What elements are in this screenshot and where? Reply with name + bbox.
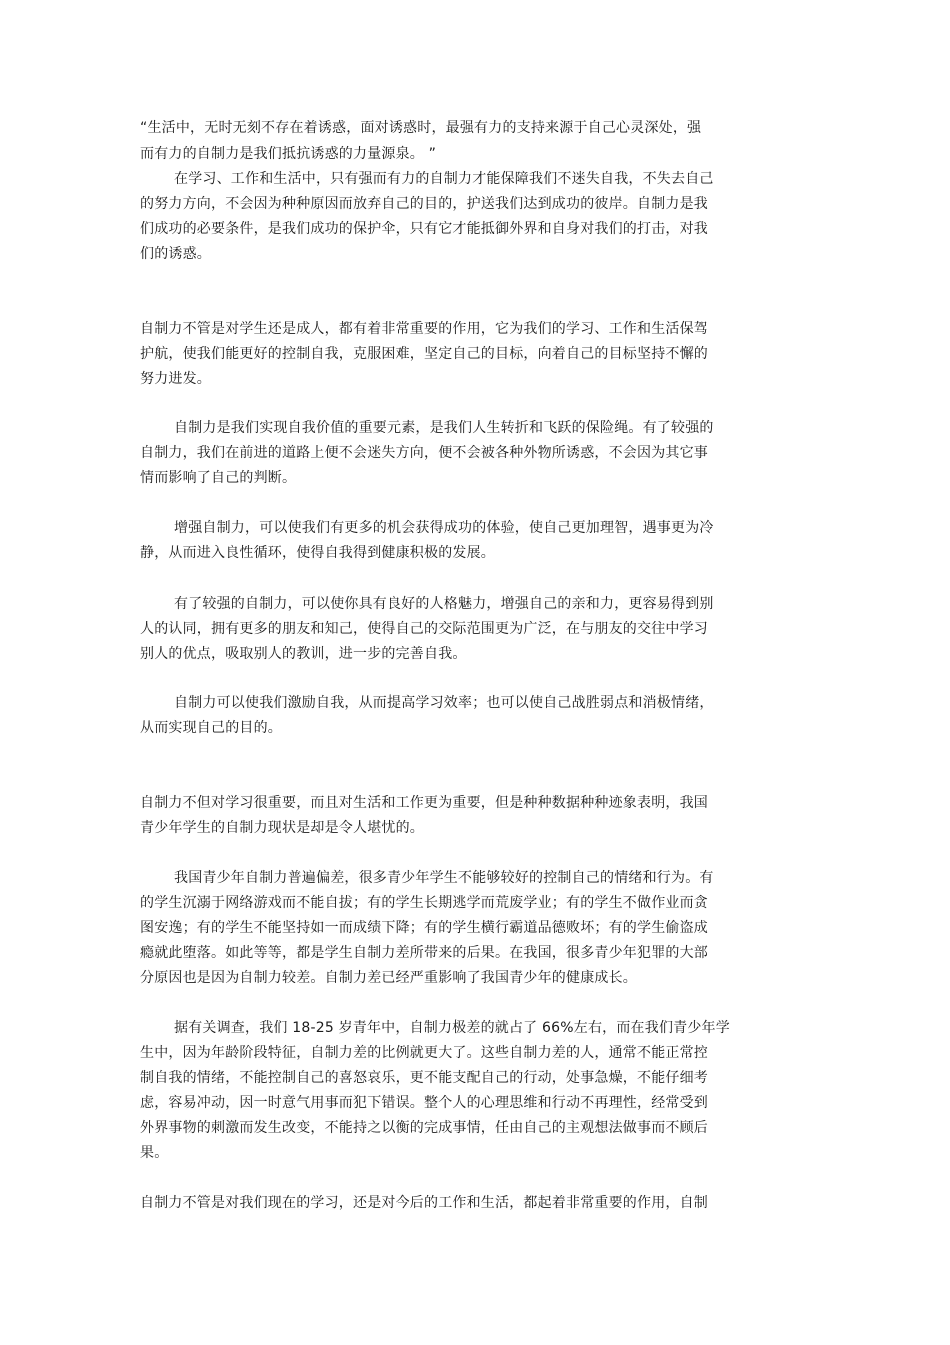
text-line: 的学生沉溺于网络游戏而不能自拔；有的学生长期逃学而荒废学业；有的学生不做作业而贪	[140, 895, 708, 911]
text-line: 自制力可以使我们激励自我，从而提高学习效率；也可以使自己战胜弱点和消极情绪，	[174, 695, 714, 711]
text-line: 别人的优点，吸取别人的教训，进一步的完善自我。	[140, 646, 467, 662]
text-line: 增强自制力，可以使我们有更多的机会获得成功的体验，使自己更加理智，遇事更为冷	[174, 520, 714, 536]
text-line: 制自我的情绪，不能控制自己的喜怒哀乐，更不能支配自己的行动，处事急燥，不能仔细考	[140, 1070, 708, 1086]
text-line: 有了较强的自制力，可以使你具有良好的人格魅力，增强自己的亲和力，更容易得到别	[174, 596, 714, 612]
text-line: 生中，因为年龄阶段特征，自制力差的比例就更大了。这些自制力差的人，通常不能正常控	[140, 1045, 708, 1061]
text-line: 而有力的自制力是我们抵抗诱惑的力量源泉。 ”	[140, 146, 437, 162]
text-line: 果。	[140, 1145, 169, 1161]
text-line: 自制力不管是对学生还是成人，都有着非常重要的作用，它为我们的学习、工作和生活保驾	[140, 321, 708, 337]
text-line: 自制力不但对学习很重要，而且对生活和工作更为重要，但是种种数据种种迹象表明，我国	[140, 795, 708, 811]
text-line: 自制力不管是对我们现在的学习，还是对今后的工作和生活，都起着非常重要的作用，自制	[140, 1195, 708, 1211]
text-line: 静，从而进入良性循环，使得自我得到健康积极的发展。	[140, 545, 495, 561]
text-line: 分原因也是因为自制力较差。自制力差已经严重影响了我国青少年的健康成长。	[140, 970, 637, 986]
text-line: 虑，容易冲动，因一时意气用事而犯下错误。整个人的心理思维和行动不再理性，经常受到	[140, 1095, 708, 1111]
text-line: 自制力是我们实现自我价值的重要元素，是我们人生转折和飞跃的保险绳。有了较强的	[174, 420, 714, 436]
text-line: 的努力方向，不会因为种种原因而放弃自己的目的，护送我们达到成功的彼岸。自制力是我	[140, 196, 708, 212]
text-line: 护航，使我们能更好的控制自我，克服困难，坚定自己的目标，向着自己的目标坚持不懈的	[140, 346, 708, 362]
text-line: 瘾就此堕落。如此等等，都是学生自制力差所带来的后果。在我国，很多青少年犯罪的大部	[140, 945, 708, 961]
text-line: 图安逸；有的学生不能坚持如一而成绩下降；有的学生横行霸道品德败坏；有的学生偷盗成	[140, 920, 708, 936]
text-line: 人的认同，拥有更多的朋友和知己，使得自己的交际范围更为广泛，在与朋友的交往中学习	[140, 621, 708, 637]
text-line: 们的诱惑。	[140, 246, 211, 262]
text-line: 情而影响了自己的判断。	[140, 470, 297, 486]
text-line: 我国青少年自制力普遍偏差，很多青少年学生不能够较好的控制自己的情绪和行为。有	[174, 870, 714, 886]
text-line: 外界事物的刺激而发生改变，不能持之以衡的完成事情，任由自己的主观想法做事而不顾后	[140, 1120, 708, 1136]
text-line: 在学习、工作和生活中，只有强而有力的自制力才能保障我们不迷失自我，不失去自己	[174, 171, 714, 187]
text-line: 青少年学生的自制力现状是却是令人堪忧的。	[140, 820, 424, 836]
text-line: “生活中，无时无刻不存在着诱惑，面对诱惑时，最强有力的支持来源于自己心灵深处，强	[140, 120, 702, 136]
text-line: 从而实现自己的目的。	[140, 720, 282, 736]
text-line: 们成功的必要条件，是我们成功的保护伞，只有它才能抵御外界和自身对我们的打击，对我	[140, 221, 708, 237]
text-line: 自制力，我们在前进的道路上便不会迷失方向，便不会被各种外物所诱惑，不会因为其它事	[140, 445, 708, 461]
text-line: 努力进发。	[140, 371, 211, 387]
text-line: 据有关调查，我们 18-25 岁青年中，自制力极差的就占了 66%左右，而在我们青少年学	[174, 1020, 730, 1036]
